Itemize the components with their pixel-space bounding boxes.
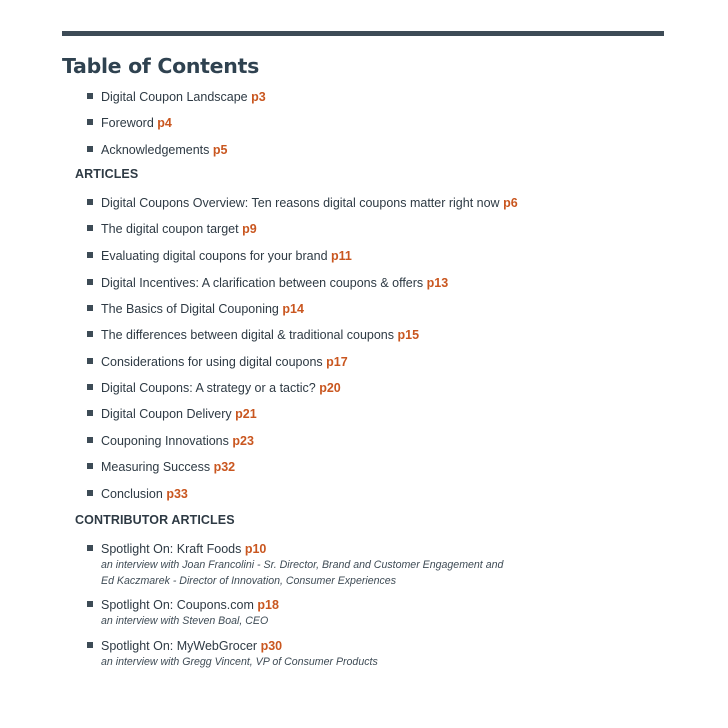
toc-entry[interactable] — [87, 406, 257, 422]
page-number: p21 — [235, 407, 257, 421]
entry-note: an interview with Gregg Vincent, VP of Consumer Products — [101, 656, 378, 668]
entry-label: The Basics of Digital Couponing — [101, 302, 279, 316]
page-number: p10 — [244, 542, 267, 556]
entry-label: Spotlight On: Coupons.com — [101, 598, 254, 612]
toc-entry-mywebgrocer[interactable] — [87, 638, 378, 670]
page-number: p9 — [242, 222, 257, 236]
entry-label: Digital Coupons Overview: Ten reasons digital coupons matter right now — [101, 196, 500, 210]
entry-label: Considerations for using digital coupons — [101, 355, 323, 369]
entry-label: Spotlight On: MyWebGrocer — [101, 639, 258, 653]
page-number: p5 — [212, 143, 228, 157]
page-number: p33 — [166, 487, 188, 501]
square-bullet-icon — [87, 252, 93, 258]
square-bullet-icon — [87, 642, 93, 648]
page-number: p30 — [260, 639, 283, 653]
toc-entry[interactable] — [87, 433, 254, 449]
toc-entry-coupons-com[interactable] — [87, 597, 279, 629]
square-bullet-icon — [87, 225, 93, 231]
toc-entry[interactable] — [87, 380, 341, 396]
entry-label: Digital Incentives: A clarification between coupons & offers — [101, 276, 424, 290]
page-number: p15 — [397, 328, 420, 342]
page-number: p17 — [326, 355, 348, 369]
entry-label: Digital Coupons: A strategy or a tactic? — [101, 381, 316, 395]
page-number: p18 — [257, 598, 279, 612]
entry-label: Couponing Innovations — [101, 434, 229, 448]
entry-note: Ed Kaczmarek - Director of Innovation, Consumer Experiences — [101, 575, 396, 587]
page-number: p32 — [213, 460, 236, 474]
section-heading-contributor-articles: CONTRIBUTOR ARTICLES — [75, 513, 235, 527]
page-number: p11 — [331, 249, 352, 263]
toc-entry[interactable] — [87, 486, 188, 502]
toc-entry[interactable] — [87, 301, 304, 317]
toc-entry[interactable] — [87, 221, 257, 237]
square-bullet-icon — [87, 93, 93, 99]
square-bullet-icon — [87, 331, 93, 337]
toc-entry[interactable] — [87, 195, 518, 211]
square-bullet-icon — [87, 437, 93, 443]
top-rule — [62, 31, 664, 36]
square-bullet-icon — [87, 384, 93, 390]
square-bullet-icon — [87, 410, 93, 416]
square-bullet-icon — [87, 545, 93, 551]
square-bullet-icon — [87, 358, 93, 364]
toc-entry[interactable] — [87, 459, 235, 475]
page-number: p4 — [157, 116, 172, 130]
toc-entry-foreword[interactable] — [87, 115, 172, 131]
square-bullet-icon — [87, 146, 93, 152]
square-bullet-icon — [87, 463, 93, 469]
entry-label: Foreword — [101, 116, 154, 130]
entry-label: Digital Coupon Landscape — [101, 90, 248, 104]
square-bullet-icon — [87, 305, 93, 311]
square-bullet-icon — [87, 279, 93, 285]
page-number: p13 — [426, 276, 449, 290]
page-number: p14 — [282, 302, 304, 316]
entry-label: The differences between digital & traditional coupons — [101, 328, 395, 342]
page-number: p6 — [503, 196, 518, 210]
square-bullet-icon — [87, 601, 93, 607]
toc-entry[interactable] — [87, 275, 448, 291]
entry-label: Acknowledgements — [101, 143, 210, 157]
entry-note: an interview with Steven Boal, CEO — [101, 615, 269, 627]
toc-entry-acknowledgements[interactable] — [87, 142, 227, 158]
entry-label: Digital Coupon Delivery — [101, 407, 232, 421]
entry-label: Conclusion — [101, 487, 163, 501]
square-bullet-icon — [87, 119, 93, 125]
square-bullet-icon — [87, 199, 93, 205]
toc-entry-kraft[interactable] — [87, 541, 503, 589]
entry-label: The digital coupon target — [101, 222, 239, 236]
entry-label: Spotlight On: Kraft Foods — [101, 542, 242, 556]
toc-entry[interactable] — [87, 248, 352, 264]
square-bullet-icon — [87, 490, 93, 496]
toc-entry[interactable] — [87, 354, 348, 370]
entry-note: an interview with Joan Francolini - Sr. Director, Brand and Customer Engagement and — [101, 559, 504, 571]
toc-entry[interactable] — [87, 327, 419, 343]
page-number: p3 — [251, 90, 266, 104]
page-number: p23 — [232, 434, 254, 448]
page-title: Table of Contents — [62, 54, 259, 78]
page-number: p20 — [319, 381, 341, 395]
toc-entry-landscape[interactable] — [87, 89, 266, 105]
entry-label: Evaluating digital coupons for your brand — [101, 249, 328, 263]
section-heading-articles: ARTICLES — [75, 167, 139, 181]
entry-label: Measuring Success — [101, 460, 211, 474]
